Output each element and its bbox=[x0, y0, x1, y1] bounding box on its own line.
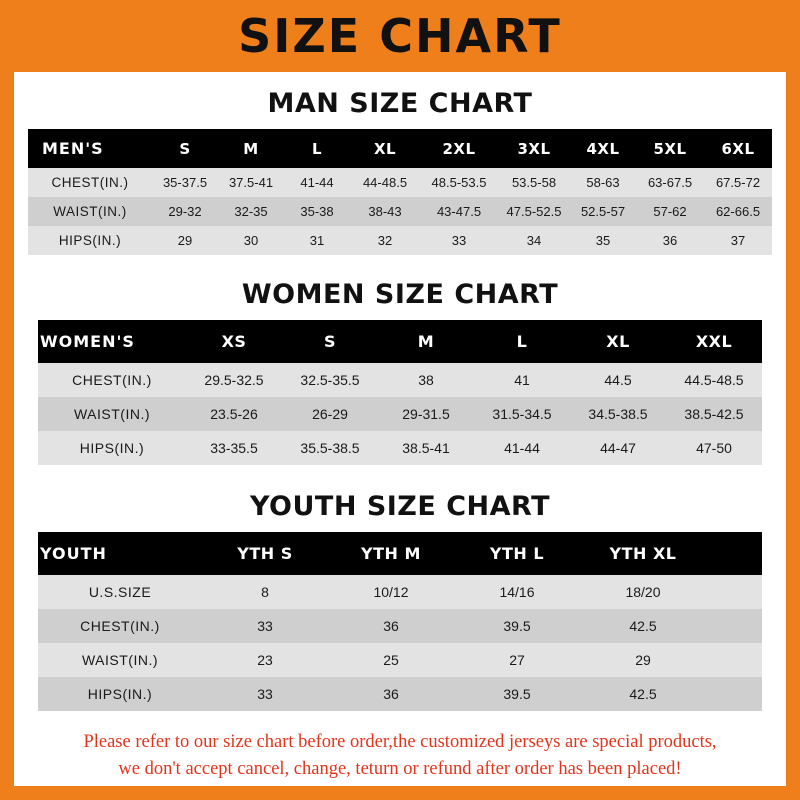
man-row-0-c7: 63-67.5 bbox=[636, 168, 704, 197]
women-row-0-c5: 44.5-48.5 bbox=[666, 363, 762, 397]
youth-row-0-c0: 8 bbox=[202, 575, 328, 609]
youth-section-title: YOUTH SIZE CHART bbox=[249, 491, 551, 522]
women-row-0-c4: 44.5 bbox=[570, 363, 666, 397]
women-header-2: S bbox=[282, 320, 378, 363]
man-row-1-label: WAIST(IN.) bbox=[28, 197, 152, 226]
table-header-row bbox=[38, 532, 762, 575]
women-row-1-label: WAIST(IN.) bbox=[38, 397, 186, 431]
youth-row-3-label: HIPS(IN.) bbox=[38, 677, 202, 711]
man-row-2-c2: 31 bbox=[284, 226, 350, 255]
man-header-3: L bbox=[284, 129, 350, 168]
women-row-0-c3: 41 bbox=[474, 363, 570, 397]
youth-row-3-c3: 42.5 bbox=[580, 677, 706, 711]
youth-header-4: YTH XL bbox=[580, 532, 706, 575]
man-row-0-c2: 41-44 bbox=[284, 168, 350, 197]
man-section-title: MAN SIZE CHART bbox=[267, 88, 533, 119]
youth-row-0-spacer bbox=[706, 575, 762, 609]
table-row bbox=[38, 575, 762, 609]
women-header-1: XS bbox=[186, 320, 282, 363]
women-row-2-c1: 35.5-38.5 bbox=[282, 431, 378, 465]
youth-header-1: YTH S bbox=[202, 532, 328, 575]
table-header-row bbox=[28, 129, 772, 168]
man-size-table bbox=[28, 129, 772, 255]
table-header-row bbox=[38, 320, 762, 363]
table-row bbox=[38, 431, 762, 465]
man-header-2: M bbox=[218, 129, 284, 168]
women-row-1-c5: 38.5-42.5 bbox=[666, 397, 762, 431]
youth-header-2: YTH M bbox=[328, 532, 454, 575]
youth-row-2-spacer bbox=[706, 643, 762, 677]
man-row-0-c3: 44-48.5 bbox=[350, 168, 420, 197]
women-row-1-c3: 31.5-34.5 bbox=[474, 397, 570, 431]
man-header-1: S bbox=[152, 129, 218, 168]
youth-row-3-c1: 36 bbox=[328, 677, 454, 711]
man-row-2-c1: 30 bbox=[218, 226, 284, 255]
youth-row-2-c1: 25 bbox=[328, 643, 454, 677]
youth-row-2-c0: 23 bbox=[202, 643, 328, 677]
youth-row-2-c2: 27 bbox=[454, 643, 580, 677]
man-row-2-label: HIPS(IN.) bbox=[28, 226, 152, 255]
youth-row-0-c3: 18/20 bbox=[580, 575, 706, 609]
man-row-1-c7: 57-62 bbox=[636, 197, 704, 226]
youth-row-2-label: WAIST(IN.) bbox=[38, 643, 202, 677]
youth-row-1-label: CHEST(IN.) bbox=[38, 609, 202, 643]
man-row-1-c2: 35-38 bbox=[284, 197, 350, 226]
man-row-2-c7: 36 bbox=[636, 226, 704, 255]
notice-line-2: we don't accept cancel, change, teturn or refund after order has been placed! bbox=[118, 758, 682, 779]
youth-row-2-c3: 29 bbox=[580, 643, 706, 677]
women-row-2-c2: 38.5-41 bbox=[378, 431, 474, 465]
women-row-2-c5: 47-50 bbox=[666, 431, 762, 465]
women-header-4: L bbox=[474, 320, 570, 363]
footer-bar bbox=[14, 786, 800, 800]
man-row-1-c1: 32-35 bbox=[218, 197, 284, 226]
man-header-9: 6XL bbox=[704, 129, 772, 168]
man-row-2-c0: 29 bbox=[152, 226, 218, 255]
women-row-1-c0: 23.5-26 bbox=[186, 397, 282, 431]
man-row-0-c5: 53.5-58 bbox=[498, 168, 570, 197]
youth-row-1-c2: 39.5 bbox=[454, 609, 580, 643]
table-row bbox=[38, 363, 762, 397]
women-size-table bbox=[38, 320, 762, 465]
man-row-0-c8: 67.5-72 bbox=[704, 168, 772, 197]
youth-header-0: YOUTH bbox=[38, 532, 202, 575]
man-header-8: 5XL bbox=[636, 129, 704, 168]
youth-row-3-c0: 33 bbox=[202, 677, 328, 711]
content-area bbox=[14, 88, 786, 783]
man-header-5: 2XL bbox=[420, 129, 498, 168]
page-title: SIZE CHART bbox=[238, 9, 562, 63]
man-row-2-c8: 37 bbox=[704, 226, 772, 255]
man-row-1-c0: 29-32 bbox=[152, 197, 218, 226]
man-row-2-c5: 34 bbox=[498, 226, 570, 255]
man-header-6: 3XL bbox=[498, 129, 570, 168]
youth-row-3-c2: 39.5 bbox=[454, 677, 580, 711]
man-header-4: XL bbox=[350, 129, 420, 168]
table-row bbox=[38, 397, 762, 431]
youth-row-1-c0: 33 bbox=[202, 609, 328, 643]
women-row-0-label: CHEST(IN.) bbox=[38, 363, 186, 397]
man-row-2-c3: 32 bbox=[350, 226, 420, 255]
man-row-1-c8: 62-66.5 bbox=[704, 197, 772, 226]
women-header-5: XL bbox=[570, 320, 666, 363]
man-row-2-c6: 35 bbox=[570, 226, 636, 255]
table-row bbox=[28, 197, 772, 226]
man-row-1-c4: 43-47.5 bbox=[420, 197, 498, 226]
women-row-1-c1: 26-29 bbox=[282, 397, 378, 431]
man-row-0-c6: 58-63 bbox=[570, 168, 636, 197]
table-row bbox=[28, 168, 772, 197]
women-header-0: WOMEN'S bbox=[38, 320, 186, 363]
man-row-0-label: CHEST(IN.) bbox=[28, 168, 152, 197]
women-row-2-c4: 44-47 bbox=[570, 431, 666, 465]
women-row-0-c0: 29.5-32.5 bbox=[186, 363, 282, 397]
women-row-1-c2: 29-31.5 bbox=[378, 397, 474, 431]
youth-row-1-spacer bbox=[706, 609, 762, 643]
youth-row-1-c3: 42.5 bbox=[580, 609, 706, 643]
man-row-2-c4: 33 bbox=[420, 226, 498, 255]
man-header-0: MEN'S bbox=[28, 129, 152, 168]
table-row bbox=[28, 226, 772, 255]
man-row-1-c5: 47.5-52.5 bbox=[498, 197, 570, 226]
youth-row-0-c2: 14/16 bbox=[454, 575, 580, 609]
man-header-7: 4XL bbox=[570, 129, 636, 168]
youth-row-0-label: U.S.SIZE bbox=[38, 575, 202, 609]
women-row-2-c3: 41-44 bbox=[474, 431, 570, 465]
youth-row-0-c1: 10/12 bbox=[328, 575, 454, 609]
youth-header-spacer bbox=[706, 532, 762, 575]
youth-row-1-c1: 36 bbox=[328, 609, 454, 643]
women-header-3: M bbox=[378, 320, 474, 363]
order-policy-notice bbox=[30, 729, 770, 783]
notice-line-1: Please refer to our size chart before order,the customized jerseys are special products, bbox=[83, 732, 717, 752]
women-row-2-c0: 33-35.5 bbox=[186, 431, 282, 465]
youth-size-table bbox=[38, 532, 762, 711]
women-row-2-label: HIPS(IN.) bbox=[38, 431, 186, 465]
man-row-1-c6: 52.5-57 bbox=[570, 197, 636, 226]
man-row-0-c1: 37.5-41 bbox=[218, 168, 284, 197]
man-row-1-c3: 38-43 bbox=[350, 197, 420, 226]
women-header-6: XXL bbox=[666, 320, 762, 363]
women-row-0-c2: 38 bbox=[378, 363, 474, 397]
table-row bbox=[38, 609, 762, 643]
women-section-title: WOMEN SIZE CHART bbox=[241, 279, 559, 310]
youth-header-3: YTH L bbox=[454, 532, 580, 575]
man-row-0-c0: 35-37.5 bbox=[152, 168, 218, 197]
table-row bbox=[38, 643, 762, 677]
man-row-0-c4: 48.5-53.5 bbox=[420, 168, 498, 197]
women-row-0-c1: 32.5-35.5 bbox=[282, 363, 378, 397]
table-row bbox=[38, 677, 762, 711]
women-row-1-c4: 34.5-38.5 bbox=[570, 397, 666, 431]
header-banner bbox=[0, 0, 800, 72]
youth-row-3-spacer bbox=[706, 677, 762, 711]
